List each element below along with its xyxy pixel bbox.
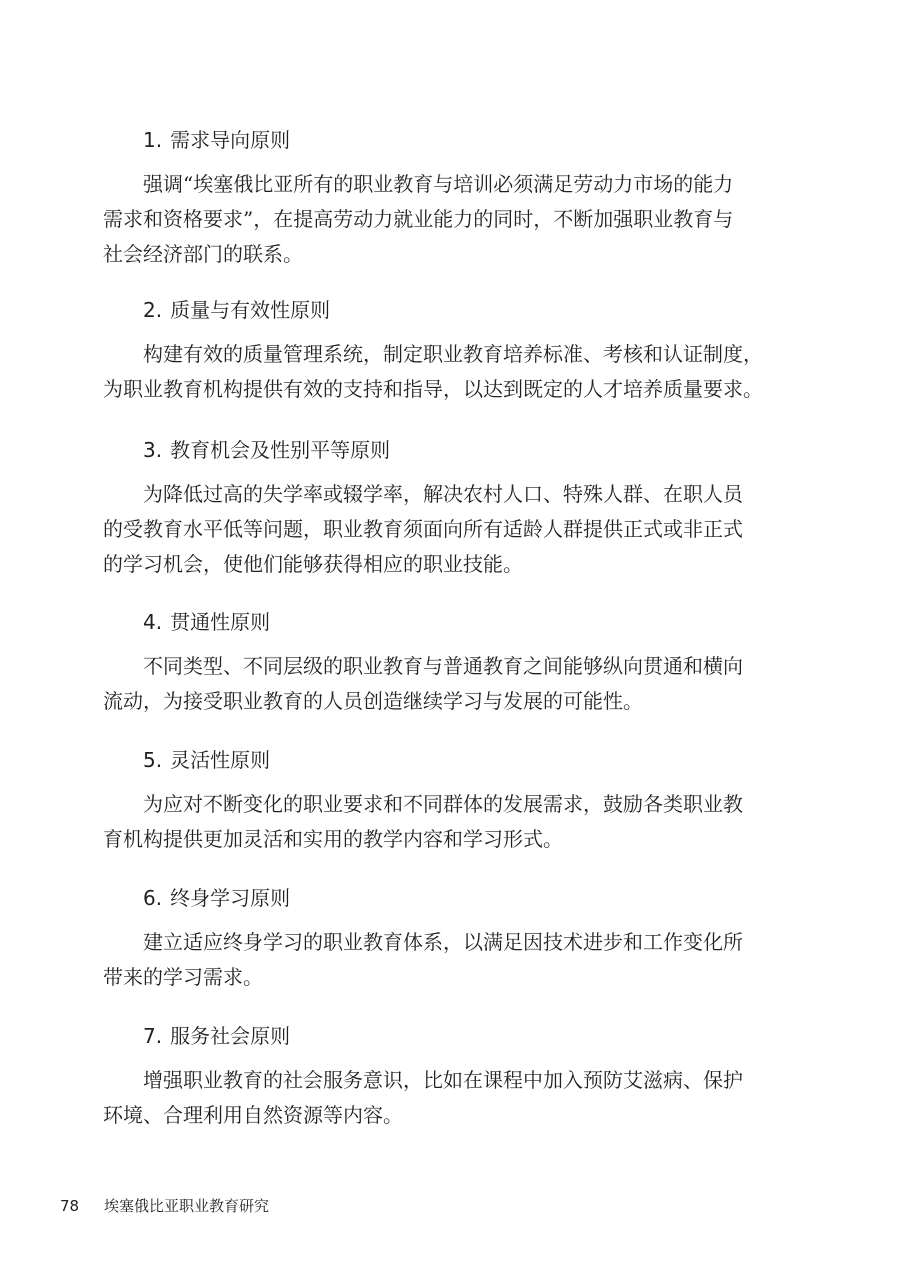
paragraph-line: 流动，为接受职业教育的人员创造继续学习与发展的可能性。: [103, 689, 643, 713]
section-number: 5.: [143, 748, 163, 772]
section-heading: [143, 298, 330, 322]
paragraph-line: 构建有效的质量管理系统，制定职业教育培养标准、考核和认证制度，: [143, 342, 763, 366]
section-number: 3.: [143, 438, 163, 462]
paragraph-line: 的学习机会，使他们能够获得相应的职业技能。: [103, 552, 523, 576]
paragraph-line: 强调“埃塞俄比亚所有的职业教育与培训必须满足劳动力市场的能力: [143, 172, 734, 196]
running-title: 埃塞俄比亚职业教育研究: [104, 1197, 270, 1215]
paragraph-line: 的受教育水平低等问题，职业教育须面向所有适龄人群提供正式或非正式: [103, 517, 743, 541]
paragraph-line: 为职业教育机构提供有效的支持和指导，以达到既定的人才培养质量要求。: [103, 377, 763, 401]
section-title: 终身学习原则: [170, 886, 291, 910]
section-title: 教育机会及性别平等原则: [170, 438, 391, 462]
paragraph-line: 建立适应终身学习的职业教育体系，以满足因技术进步和工作变化所: [143, 930, 743, 954]
page-footer: [0, 1192, 900, 1222]
page-number: 78: [60, 1197, 80, 1215]
section-number: 4.: [143, 610, 163, 634]
section-heading: [143, 438, 390, 462]
section-heading: [143, 886, 290, 910]
section-heading: [143, 610, 270, 634]
section-number: 2.: [143, 298, 163, 322]
section-number: 7.: [143, 1024, 163, 1048]
paragraph-line: 育机构提供更加灵活和实用的教学内容和学习形式。: [103, 827, 563, 851]
section-title: 需求导向原则: [170, 128, 291, 152]
paragraph-line: 为降低过高的失学率或辍学率，解决农村人口、特殊人群、在职人员: [143, 482, 743, 506]
paragraph-line: 环境、合理利用自然资源等内容。: [103, 1103, 403, 1127]
paragraph-line: 社会经济部门的联系。: [103, 242, 303, 266]
section-title: 服务社会原则: [170, 1024, 291, 1048]
paragraph-line: 不同类型、不同层级的职业教育与普通教育之间能够纵向贯通和横向: [143, 654, 743, 678]
paragraph-line: 增强职业教育的社会服务意识，比如在课程中加入预防艾滋病、保护: [143, 1068, 743, 1092]
section-title: 灵活性原则: [170, 748, 271, 772]
section-number: 1.: [143, 128, 163, 152]
paragraph-line: 需求和资格要求”，在提高劳动力就业能力的同时，不断加强职业教育与: [103, 207, 734, 231]
section-number: 6.: [143, 886, 163, 910]
paragraph-line: 带来的学习需求。: [103, 965, 263, 989]
paragraph-line: 为应对不断变化的职业要求和不同群体的发展需求，鼓励各类职业教: [143, 792, 743, 816]
section-title: 贯通性原则: [170, 610, 271, 634]
section-heading: [143, 1024, 290, 1048]
section-heading: [143, 128, 290, 152]
section-title: 质量与有效性原则: [170, 298, 331, 322]
section-heading: [143, 748, 270, 772]
